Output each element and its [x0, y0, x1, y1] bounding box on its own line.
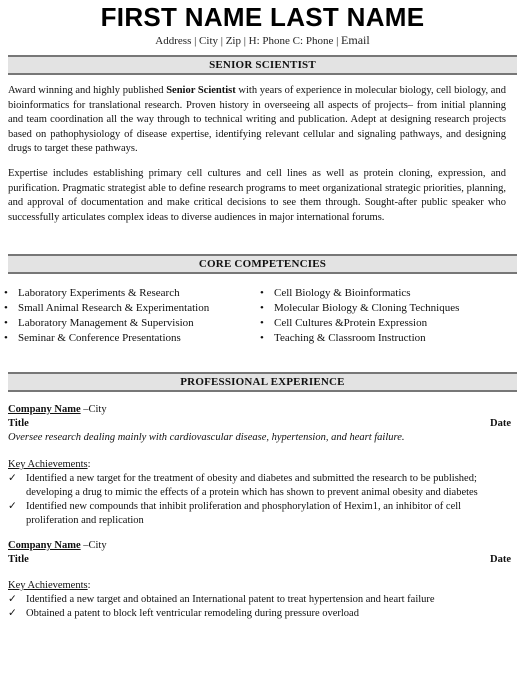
- check-icon: ✓: [8, 594, 17, 605]
- section-header-experience: PROFESSIONAL EXPERIENCE: [8, 372, 517, 392]
- check-icon: ✓: [8, 473, 17, 484]
- achievement-item: [8, 500, 513, 528]
- achievement-text: Identified a new target and obtained an International patent to treat hypertension and heart failure: [26, 594, 435, 605]
- summary-paragraph-1: [8, 84, 506, 157]
- contact-details: Address | City | Zip | H: Phone C: Phone |: [155, 35, 339, 47]
- check-icon: ✓: [8, 501, 17, 512]
- check-icon: ✓: [8, 608, 17, 619]
- job1-date: Date: [490, 418, 511, 429]
- contact-email: Email: [341, 33, 370, 47]
- job1-company: Company Name: [8, 404, 81, 415]
- competency-item: • Laboratory Management & Supervision: [4, 316, 209, 331]
- job1-city: –City: [80, 404, 107, 415]
- summary-text: with years of experience in molecular biology, cell biology, and bioinformatics for translational research. Proven history in overseeing all aspects of projects– from initial planning and team coordination all the way through to technical writing and publication. Adept at designing research projects based on pathophysiology of disease expertise, identifying relevant cellular and signaling pathways, and designing drugs to target these pathways.: [8, 85, 506, 154]
- summary-paragraph-2: Expertise includes establishing primary cell cultures and cell lines as well as protein cloning, expression, and purification. Pragmatic strategist able to define research programs to meet organizational strategic priorities, planning, and approval of documentation and make critical decisions to see them through. Sought-after public speaker who successfully articulates complex ideas to diverse audiences in major international forums.: [8, 168, 506, 223]
- job1-company-line: [8, 404, 107, 415]
- achievement-text: Identified new compounds that inhibit proliferation and phosphorylation of Hexim1, an inhibitor of cell proliferation and replication: [26, 501, 462, 526]
- competency-item: • Small Animal Research & Experimentation: [4, 301, 209, 316]
- job1-achievements-list: [8, 472, 513, 528]
- job1-title: Title: [8, 418, 29, 429]
- summary-role: Senior Scientist: [166, 85, 236, 96]
- job1-achievements-label: Key Achievements:: [8, 459, 91, 470]
- section-header-summary: SENIOR SCIENTIST: [8, 55, 517, 75]
- achievement-text: Obtained a patent to block left ventricular remodeling during pressure overload: [26, 608, 359, 619]
- achievements-label-text: Key Achievements: [8, 580, 88, 591]
- competency-item: • Laboratory Experiments & Research: [4, 286, 209, 301]
- contact-line: [0, 33, 525, 48]
- job2-achievements-label: Key Achievements:: [8, 580, 91, 591]
- competency-item: • Seminar & Conference Presentations: [4, 331, 209, 346]
- competencies-right-list: [260, 286, 459, 346]
- job1-description: Oversee research dealing mainly with cardiovascular disease, hypertension, and heart failure.: [8, 432, 405, 443]
- section-header-competencies: CORE COMPETENCIES: [8, 254, 517, 274]
- achievement-item: [8, 593, 513, 607]
- achievement-text: Identified a new target for the treatment of obesity and diabetes and submitted the research to be published; developing a drug to mimic the effects of a protein which has shown to prevent animal obesity and diabetes: [26, 473, 478, 498]
- competency-item: • Cell Cultures &Protein Expression: [260, 316, 459, 331]
- achievements-label-text: Key Achievements: [8, 459, 88, 470]
- achievement-item: [8, 472, 513, 500]
- summary-text: Award winning and highly published: [8, 85, 167, 96]
- job2-date: Date: [490, 554, 511, 565]
- job2-city: –City: [80, 540, 107, 551]
- candidate-name: FIRST NAME LAST NAME: [100, 2, 425, 32]
- job2-company-line: [8, 540, 107, 551]
- job2-company: Company Name: [8, 540, 81, 551]
- competency-item: • Molecular Biology & Cloning Techniques: [260, 301, 459, 316]
- achievement-item: [8, 607, 513, 621]
- competency-item: • Cell Biology & Bioinformatics: [260, 286, 459, 301]
- job2-title: Title: [8, 554, 29, 565]
- competencies-left-list: [4, 286, 209, 346]
- job2-achievements-list: [8, 593, 513, 621]
- competency-item: • Teaching & Classroom Instruction: [260, 331, 459, 346]
